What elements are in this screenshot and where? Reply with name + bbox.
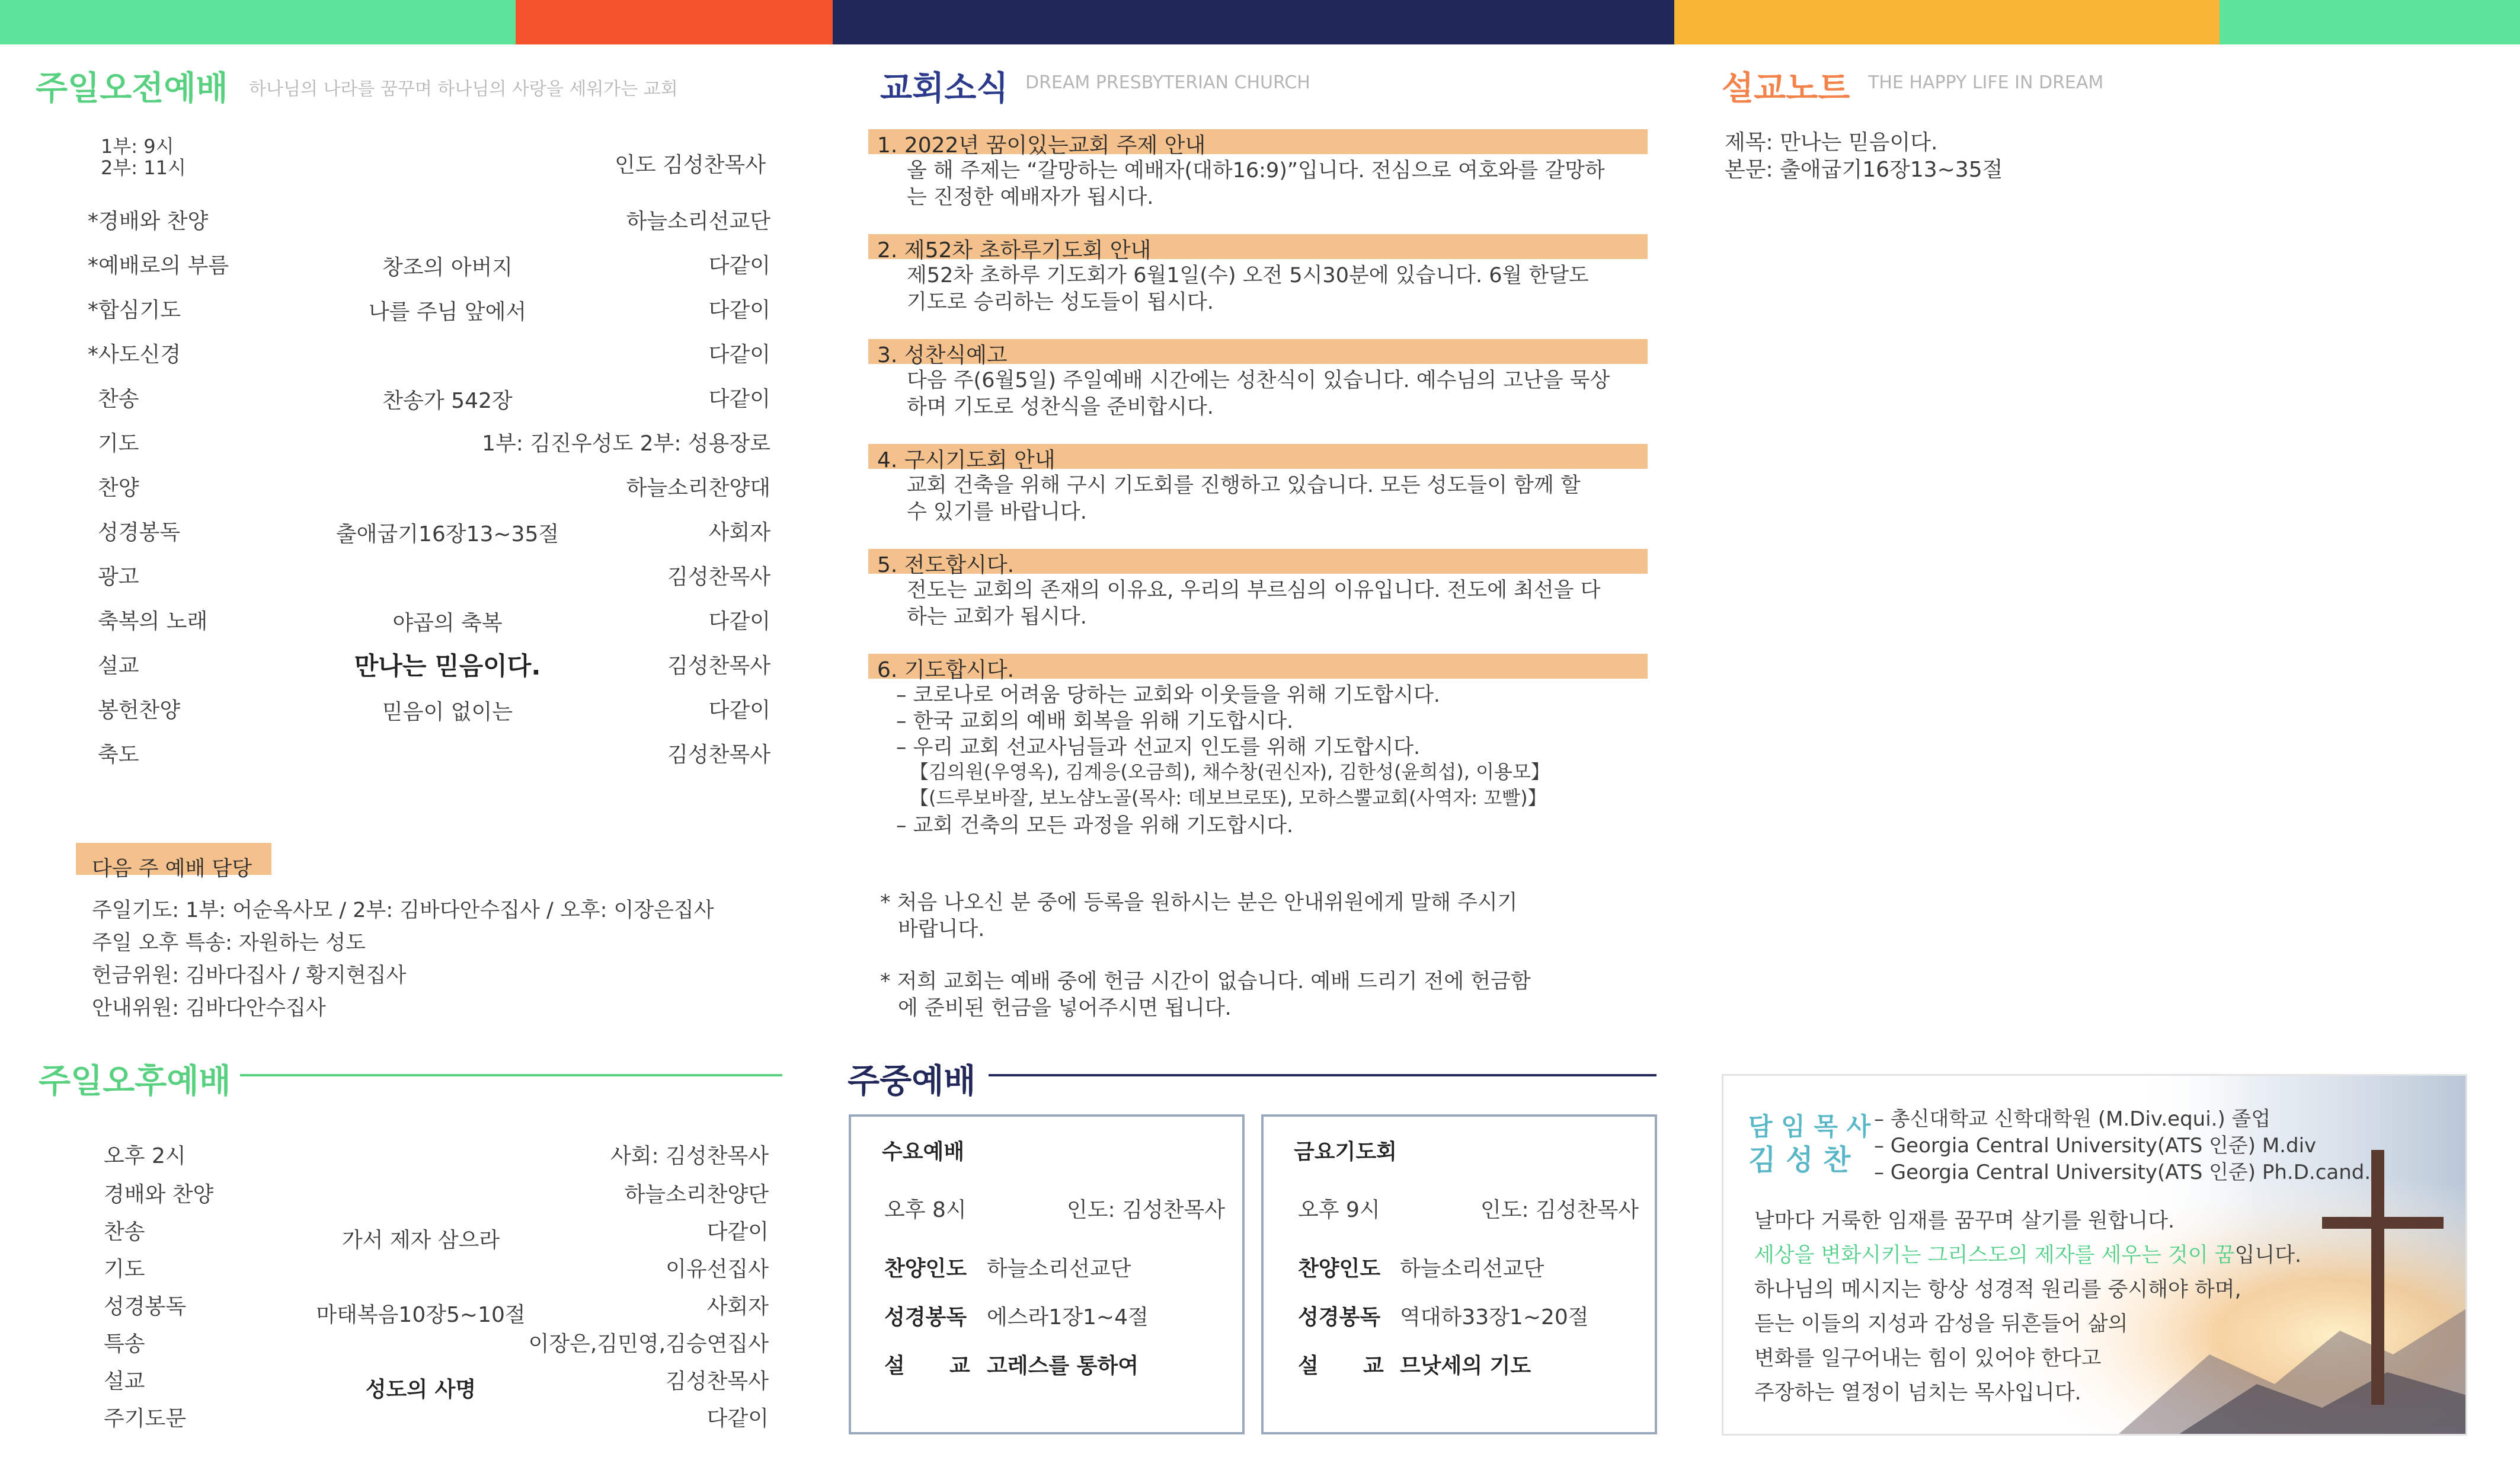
order-item-leader: 하늘소리찬양단	[624, 1183, 769, 1207]
morning-subtitle: 하나님의 나라를 꿈꾸며 하나님의 사랑을 세워가는 교회	[249, 79, 678, 100]
pastor-name: 김 성 찬	[1748, 1143, 1851, 1177]
order-item-label: *경배와 찬양	[88, 209, 209, 234]
order-item-content: 창조의 아버지	[382, 255, 513, 280]
news-body-line: 하는 교회가 됩시다.	[907, 605, 1087, 629]
pastor-bio-line: 듣는 이들의 지성과 감성을 뒤흔들어 삶의	[1754, 1312, 2128, 1336]
order-item-content: 성도의 사명	[365, 1378, 477, 1402]
week-row-label: 설 교	[1298, 1354, 1384, 1378]
order-item-label: *합심기도	[88, 298, 181, 322]
news-body-line: 하며 기도로 성찬식을 준비합시다.	[907, 395, 1214, 419]
sermon-subtitle: THE HAPPY LIFE IN DREAM	[1868, 72, 2104, 93]
order-item-label: 찬양	[98, 476, 139, 500]
pray-line: – 한국 교회의 예배 회복을 위해 기도합시다.	[896, 710, 1294, 733]
order-item-leader: 이장은,김민영,김승연집사	[528, 1332, 769, 1356]
order-item-leader: 다같이	[706, 1220, 769, 1244]
wed-title: 수요예배	[882, 1140, 965, 1164]
wed-leader: 인도: 김성찬목사	[1067, 1198, 1226, 1222]
top-bar-mint-right	[2220, 0, 2520, 44]
top-bar-amber	[1674, 0, 2220, 44]
order-item-label: 특송	[104, 1332, 145, 1356]
pastor-credential: – Georgia Central University(ATS 인준) Ph.D.cand.	[1874, 1161, 2371, 1184]
next-week-line: 주일기도: 1부: 어순옥사모 / 2부: 김바다안수집사 / 오후: 이장은집사	[92, 899, 714, 922]
pastor-bio-line	[1754, 1239, 2301, 1268]
cross-vertical	[2371, 1150, 2384, 1405]
note-line: * 처음 나오신 분 중에 등록을 원하시는 분은 안내위원에게 말해 주시기	[880, 891, 1518, 915]
order-item-leader: 하늘소리선교단	[626, 209, 770, 234]
morning-title: 주일오전예배	[36, 69, 228, 108]
pastor-bio-line: 변화를 일구어내는 힘이 있어야 한다고	[1754, 1347, 2102, 1370]
order-item-leader: 김성찬목사	[667, 743, 770, 767]
sermon-line-2: 본문: 출애굽기16장13~35절	[1725, 158, 2003, 182]
news-body-line: 제52차 초하루 기도회가 6월1일(수) 오전 5시30분에 있습니다. 6월 한달도	[907, 264, 1589, 287]
order-item-label: 봉헌찬양	[98, 698, 181, 723]
afternoon-title-rule	[240, 1074, 782, 1076]
news-head: 2. 제52차 초하루기도회 안내	[877, 238, 1152, 263]
order-item-label: 설교	[98, 654, 139, 678]
pastor-credential: – 총신대학교 신학대학원 (M.Div.equi.) 졸업	[1874, 1107, 2271, 1131]
afternoon-time: 오후 2시	[104, 1144, 186, 1168]
pastor-bio-highlight: 세상을 변화시키는 그리스도의 제자를 세우는 것이 꿈	[1754, 1244, 2235, 1267]
sermon-title: 설교노트	[1722, 69, 1850, 108]
week-row-value: 에스라1장1~4절	[987, 1305, 1149, 1330]
pray-line: – 우리 교회 선교사님들과 선교지 인도를 위해 기도합시다.	[896, 736, 1421, 759]
sermon-line-1: 제목: 만나는 믿음이다.	[1725, 130, 1938, 155]
afternoon-leader: 사회: 김성찬목사	[610, 1144, 769, 1168]
news-body-line: 전도는 교회의 존재의 이유요, 우리의 부르심의 이유입니다. 전도에 최선을 다	[907, 579, 1601, 602]
pastor-bio-line: 날마다 거룩한 임재를 꿈꾸며 살기를 원합니다.	[1754, 1209, 2175, 1233]
pray-head: 6. 기도합시다.	[877, 658, 1015, 682]
order-item-label: 주기도문	[104, 1407, 187, 1431]
week-row-value: 역대하33장1~20절	[1400, 1305, 1589, 1330]
pray-line: – 코로나로 어려움 당하는 교회와 이웃들을 위해 기도합시다.	[896, 683, 1440, 707]
weekday-title-rule	[989, 1074, 1656, 1076]
news-body-line: 다음 주(6월5일) 주일예배 시간에는 성찬식이 있습니다. 예수님의 고난을 묵상	[907, 369, 1610, 392]
order-item-content: 마태복음10장5~10절	[316, 1303, 526, 1327]
fri-leader: 인도: 김성찬목사	[1480, 1198, 1639, 1222]
week-row-label: 설 교	[884, 1354, 970, 1378]
news-title: 교회소식	[880, 69, 1009, 108]
news-head: 3. 성찬식예고	[877, 343, 1008, 368]
order-item-leader: 다같이	[708, 698, 770, 723]
week-row-value: 므낫세의 기도	[1400, 1354, 1531, 1378]
week-row-label: 찬양인도	[1298, 1257, 1381, 1281]
top-bar-mint-left	[0, 0, 516, 44]
news-body-line: 는 진정한 예배자가 됩시다.	[907, 186, 1154, 209]
fri-time: 오후 9시	[1298, 1198, 1380, 1222]
next-week-line: 헌금위원: 김바다집사 / 황지현집사	[92, 964, 407, 988]
order-item-content: 만나는 믿음이다.	[354, 651, 541, 680]
news-head: 4. 구시기도회 안내	[877, 448, 1056, 472]
order-item-label: 광고	[98, 565, 139, 589]
pray-line: 【김의원(우영옥), 김계응(오금희), 채수창(권신자), 김한성(윤희섭), 이용모】	[910, 760, 1550, 783]
order-item-label: 경배와 찬양	[104, 1183, 214, 1207]
order-item-leader: 다같이	[708, 609, 770, 634]
news-body-line: 올 해 주제는 “갈망하는 예배자(대하16:9)”입니다. 전심으로 여호와를 갈망하	[907, 159, 1605, 183]
order-item-label: 찬송	[104, 1220, 145, 1244]
weekday-title: 주중예배	[848, 1062, 976, 1101]
order-item-label: *예배로의 부름	[88, 254, 229, 278]
order-item-content: 야곱의 축복	[392, 611, 503, 635]
week-row-value: 고레스를 통하여	[987, 1354, 1139, 1378]
pray-line: 【(드루보바잘, 보노샴노골(목사: 데보브로또), 모하스뿔교회(사역자: 꼬빨)】	[910, 787, 1547, 809]
pastor-bio-line: 하나님의 메시지는 항상 성경적 원리를 중시해야 하며,	[1754, 1278, 2241, 1302]
pray-line: – 교회 건축의 모든 과정을 위해 기도합시다.	[896, 814, 1294, 838]
order-item-content: 믿음이 없이는	[382, 700, 513, 724]
order-item-leader: 김성찬목사	[667, 654, 770, 678]
order-item-label: 기도	[98, 432, 139, 456]
week-row-value: 하늘소리선교단	[987, 1257, 1131, 1281]
week-row-value: 하늘소리선교단	[1400, 1257, 1544, 1281]
order-item-leader: 사회자	[706, 1295, 769, 1319]
order-item-content: 출애굽기16장13~35절	[335, 522, 559, 547]
order-item-leader: 김성찬목사	[666, 1369, 769, 1394]
order-item-leader: 다같이	[706, 1407, 769, 1431]
note-line: * 저희 교회는 예배 중에 헌금 시간이 없습니다. 예배 드리기 전에 헌금함	[880, 970, 1531, 993]
order-item-leader: 김성찬목사	[667, 565, 770, 589]
week-row-label: 성경봉독	[884, 1305, 967, 1330]
pastor-bio-line: 주장하는 열정이 넘치는 목사입니다.	[1754, 1381, 2081, 1405]
news-body-line: 기도로 승리하는 성도들이 됩시다.	[907, 290, 1214, 314]
news-subtitle: DREAM PRESBYTERIAN CHURCH	[1025, 72, 1310, 93]
order-item-leader: 하늘소리찬양대	[626, 476, 770, 500]
order-item-content: 나를 주님 앞에서	[368, 300, 527, 324]
order-item-label: 설교	[104, 1369, 145, 1394]
order-item-label: 성경봉독	[104, 1295, 187, 1319]
order-item-leader: 1부: 김진우성도 2부: 성용장로	[482, 432, 770, 456]
wed-time: 오후 8시	[884, 1198, 967, 1222]
order-item-leader: 다같이	[708, 343, 770, 367]
next-week-line: 주일 오후 특송: 자원하는 성도	[92, 931, 366, 955]
next-week-line: 안내위원: 김바다안수집사	[92, 996, 326, 1020]
next-week-label: 다음 주 예배 담당	[92, 857, 252, 881]
pastor-role: 담 임 목 사	[1748, 1112, 1871, 1141]
afternoon-title: 주일오후예배	[39, 1062, 231, 1101]
order-item-label: 축도	[98, 743, 139, 767]
order-item-content: 가서 제자 삼으라	[341, 1228, 500, 1252]
cross-horizontal	[2322, 1217, 2444, 1229]
note-line: 바랍니다.	[898, 918, 985, 941]
order-item-leader: 다같이	[708, 298, 770, 322]
morning-time-1: 1부: 9시	[101, 135, 174, 158]
top-bar-coral	[516, 0, 833, 44]
order-item-label: 성경봉독	[98, 520, 181, 545]
morning-leader: 인도 김성찬목사	[615, 153, 766, 177]
week-row-label: 찬양인도	[884, 1257, 967, 1281]
news-body-line: 수 있기를 바랍니다.	[907, 500, 1087, 524]
morning-time-2: 2부: 11시	[101, 156, 186, 179]
order-item-leader: 사회자	[708, 520, 770, 545]
order-item-label: 축복의 노래	[98, 609, 208, 634]
order-item-leader: 이유선집사	[666, 1257, 769, 1282]
order-item-content: 찬송가 542장	[382, 389, 513, 413]
news-body-line: 교회 건축을 위해 구시 기도회를 진행하고 있습니다. 모든 성도들이 함께 할	[907, 474, 1581, 497]
order-item-label: *사도신경	[88, 343, 181, 367]
top-bar-navy	[833, 0, 1674, 44]
order-item-label: 기도	[104, 1257, 145, 1282]
order-item-leader: 다같이	[708, 254, 770, 278]
pastor-credential: – Georgia Central University(ATS 인준) M.div	[1874, 1134, 2317, 1158]
order-item-leader: 다같이	[708, 387, 770, 411]
news-head: 5. 전도합시다.	[877, 553, 1015, 577]
note-line: 에 준비된 헌금을 넣어주시면 됩니다.	[898, 996, 1232, 1020]
fri-title: 금요기도회	[1294, 1140, 1397, 1164]
news-head: 1. 2022년 꿈이있는교회 주제 안내	[877, 133, 1206, 158]
pastor-bio-rest: 입니다.	[2234, 1244, 2302, 1267]
week-row-label: 성경봉독	[1298, 1305, 1381, 1330]
order-item-label: 찬송	[98, 387, 139, 411]
